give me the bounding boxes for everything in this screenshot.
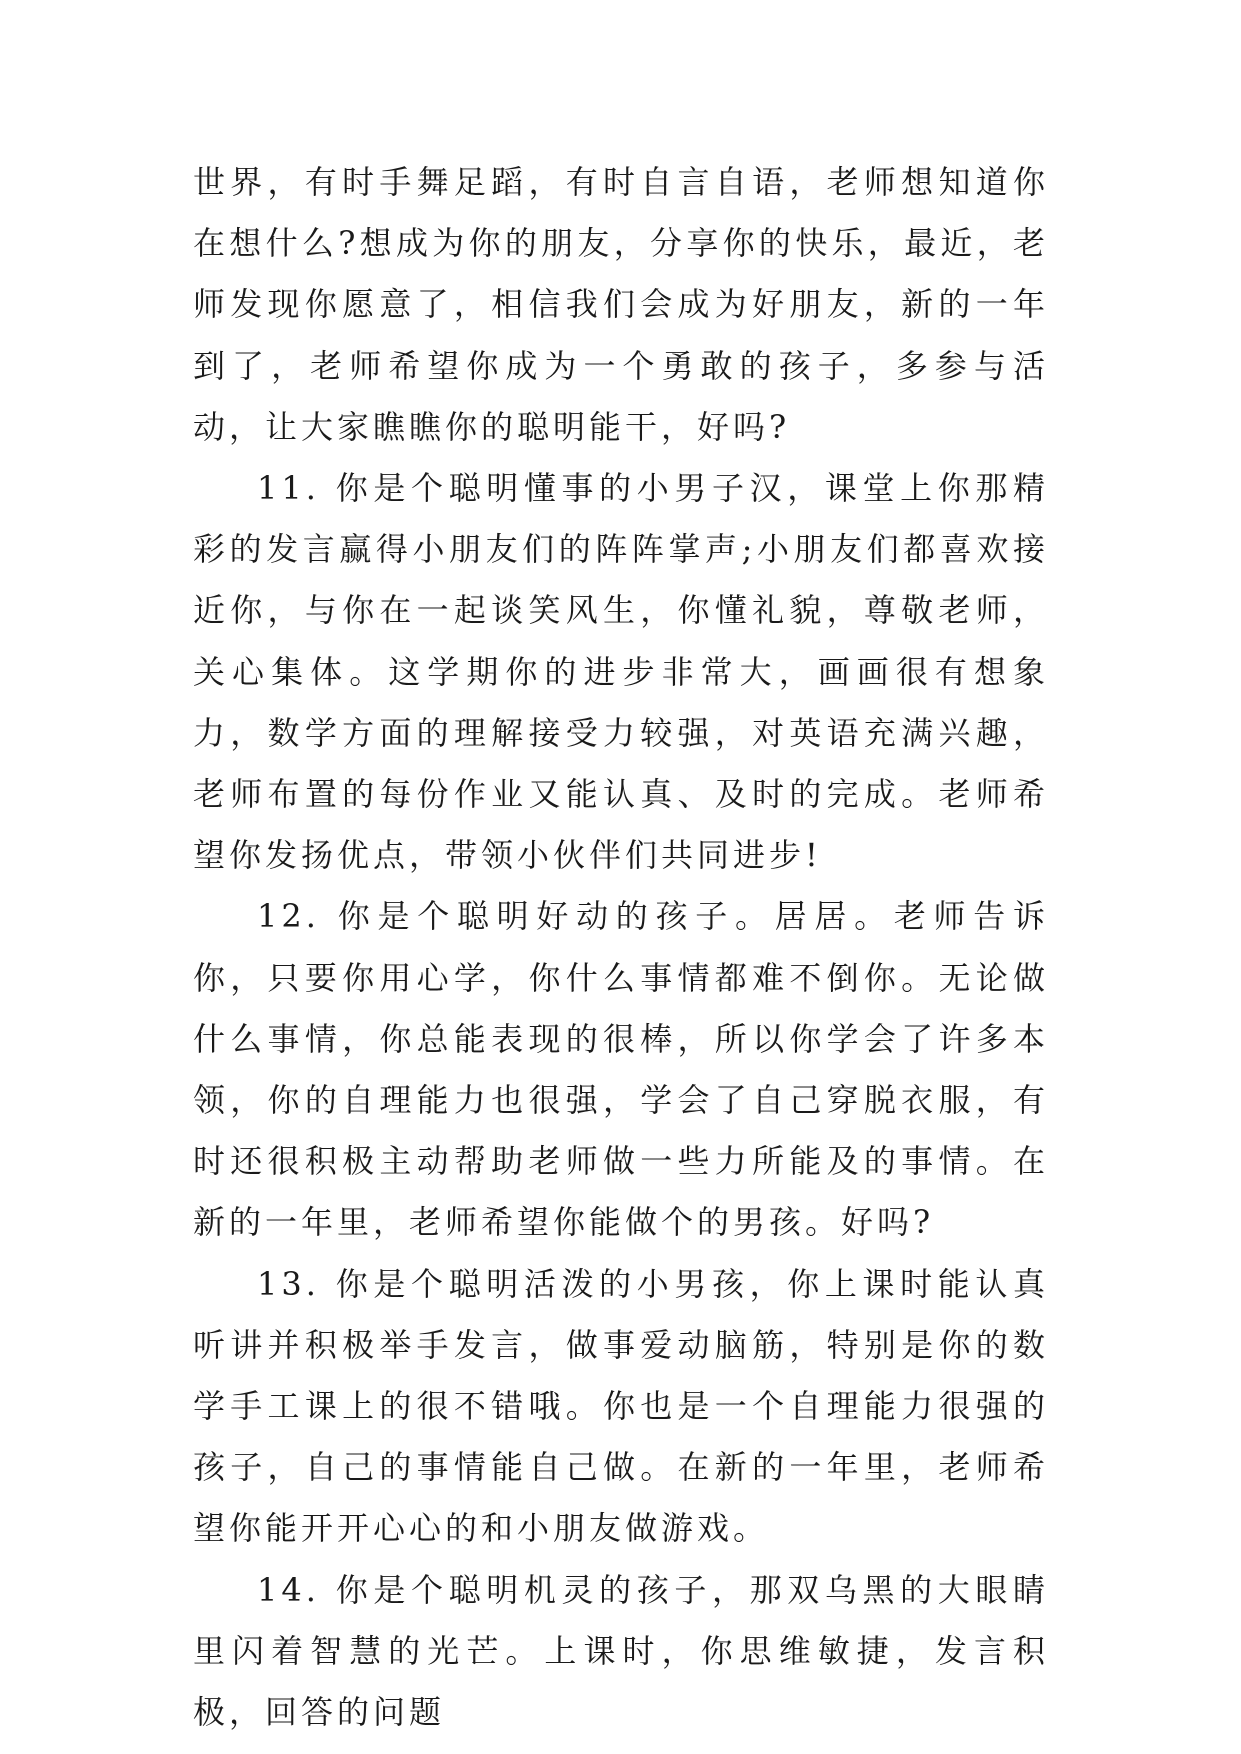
- paragraph-item-14: 14. 你是个聪明机灵的孩子，那双乌黑的大眼睛里闪着智慧的光芒。上课时，你思维敏捷，发言积极，回答的问题: [193, 1570, 1049, 1732]
- paragraph-item-13: 13. 你是个聪明活泼的小男孩，你上课时能认真听讲并积极举手发言，做事爱动脑筋，特别是你的数学手工课上的很不错哦。你也是一个自理能力很强的孩子，自己的事情能自己做。在新的一年里，老师希望你能开开心心的和小朋友做游戏。: [193, 1264, 1049, 1548]
- document-body: [193, 152, 1049, 1743]
- paragraph-item-11: 11. 你是个聪明懂事的小男子汉，课堂上你那精彩的发言赢得小朋友们的阵阵掌声;小朋友们都喜欢接近你，与你在一起谈笑风生，你懂礼貌，尊敬老师，关心集体。这学期你的进步非常大，画画很有想象力，数学方面的理解接受力较强，对英语充满兴趣，老师布置的每份作业又能认真、及时的完成。老师希望你发扬优点，带领小伙伴们共同进步!: [193, 469, 1049, 875]
- paragraph-item-12: 12. 你是个聪明好动的孩子。居居。老师告诉你，只要你用心学，你什么事情都难不倒你。无论做什么事情，你总能表现的很棒，所以你学会了许多本领，你的自理能力也很强，学会了自己穿脱衣服，有时还很积极主动帮助老师做一些力所能及的事情。在新的一年里，老师希望你能做个的男孩。好吗?: [193, 897, 1049, 1242]
- paragraph-continued: 世界，有时手舞足蹈，有时自言自语，老师想知道你在想什么?想成为你的朋友，分享你的快乐，最近，老师发现你愿意了，相信我们会成为好朋友，新的一年到了，老师希望你成为一个勇敢的孩子，多参与活动，让大家瞧瞧你的聪明能干，好吗?: [193, 163, 1049, 446]
